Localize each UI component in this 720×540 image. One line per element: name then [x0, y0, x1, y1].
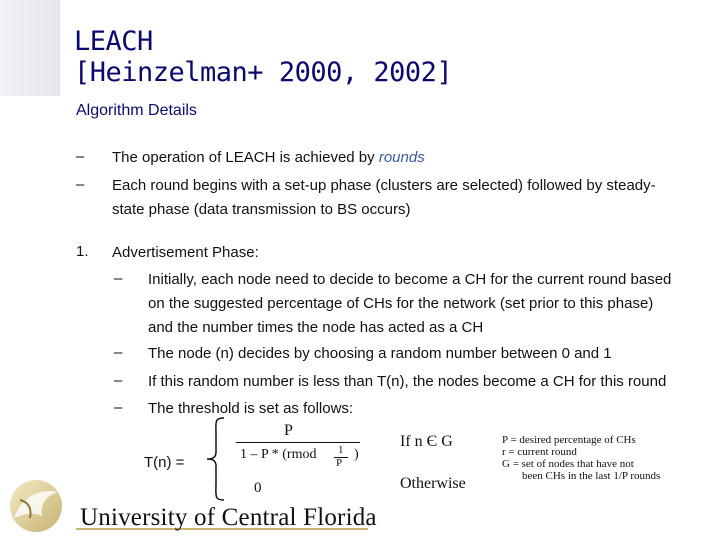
legend-line: been CHs in the last 1/P rounds: [522, 470, 661, 482]
title-background: [0, 0, 60, 96]
legend-line: r = current round: [502, 446, 577, 458]
bullet-text-line: The threshold is set as follows:: [148, 400, 354, 417]
formula-denominator-close: ): [354, 447, 359, 462]
formula-legend: [502, 434, 660, 482]
legend-line: P = desired percentage of CHs: [502, 434, 636, 446]
formula-case-2-condition: Otherwise: [400, 475, 466, 492]
formula-lhs: T(n) =: [144, 454, 185, 471]
section-heading: Algorithm Details: [76, 102, 197, 119]
numbered-text: Advertisement Phase:: [112, 244, 259, 261]
bullet-text-plain: The operation of LEACH is achieved by: [112, 149, 379, 166]
bullet-text: [112, 146, 425, 170]
title-line-2: [Heinzelman+ 2000, 2002]: [74, 57, 453, 88]
inner-fraction-numerator: 1: [338, 444, 344, 456]
formula-case-2-value: 0: [254, 480, 262, 496]
slide-title: [74, 26, 452, 88]
university-name: University of Central Florida: [80, 504, 377, 531]
bullet-text-line: Initially, each node need to decide to become a CH for the current round based: [148, 271, 672, 288]
inner-fraction-denominator: P: [336, 457, 343, 469]
formula-case-1-condition: If n Є G: [400, 433, 453, 450]
bullet-text-line: state phase (data transmission to BS occurs): [112, 201, 411, 218]
title-line-1: LEACH: [74, 26, 153, 57]
formula-numerator: P: [284, 422, 293, 439]
formula-denominator: 1 – P * (rmod: [240, 447, 317, 462]
fraction-bar: [236, 442, 360, 443]
bullet-marker: –: [114, 399, 123, 416]
bullet-text-line: on the suggested percentage of CHs for the network (set prior to this phase): [148, 295, 654, 312]
legend-line: G = set of nodes that have not: [502, 458, 634, 470]
bullet-marker: –: [114, 344, 123, 361]
bullet-text-line: Each round begins with a set-up phase (clusters are selected) followed by steady-: [112, 177, 656, 194]
bullet-text-line: If this random number is less than T(n), the nodes become a CH for this round: [148, 373, 667, 390]
bullet-marker: –: [114, 372, 123, 389]
bullet-text-line: The node (n) decides by choosing a random number between 0 and 1: [148, 345, 612, 362]
bullet-marker: –: [76, 148, 85, 165]
bullet-marker: –: [76, 176, 85, 193]
bullet-text-line: and the number times the node has acted as a CH: [148, 319, 484, 336]
number-marker: 1.: [76, 243, 89, 260]
bullet-text-emphasis: rounds: [378, 149, 425, 166]
bullet-marker: –: [114, 270, 123, 287]
